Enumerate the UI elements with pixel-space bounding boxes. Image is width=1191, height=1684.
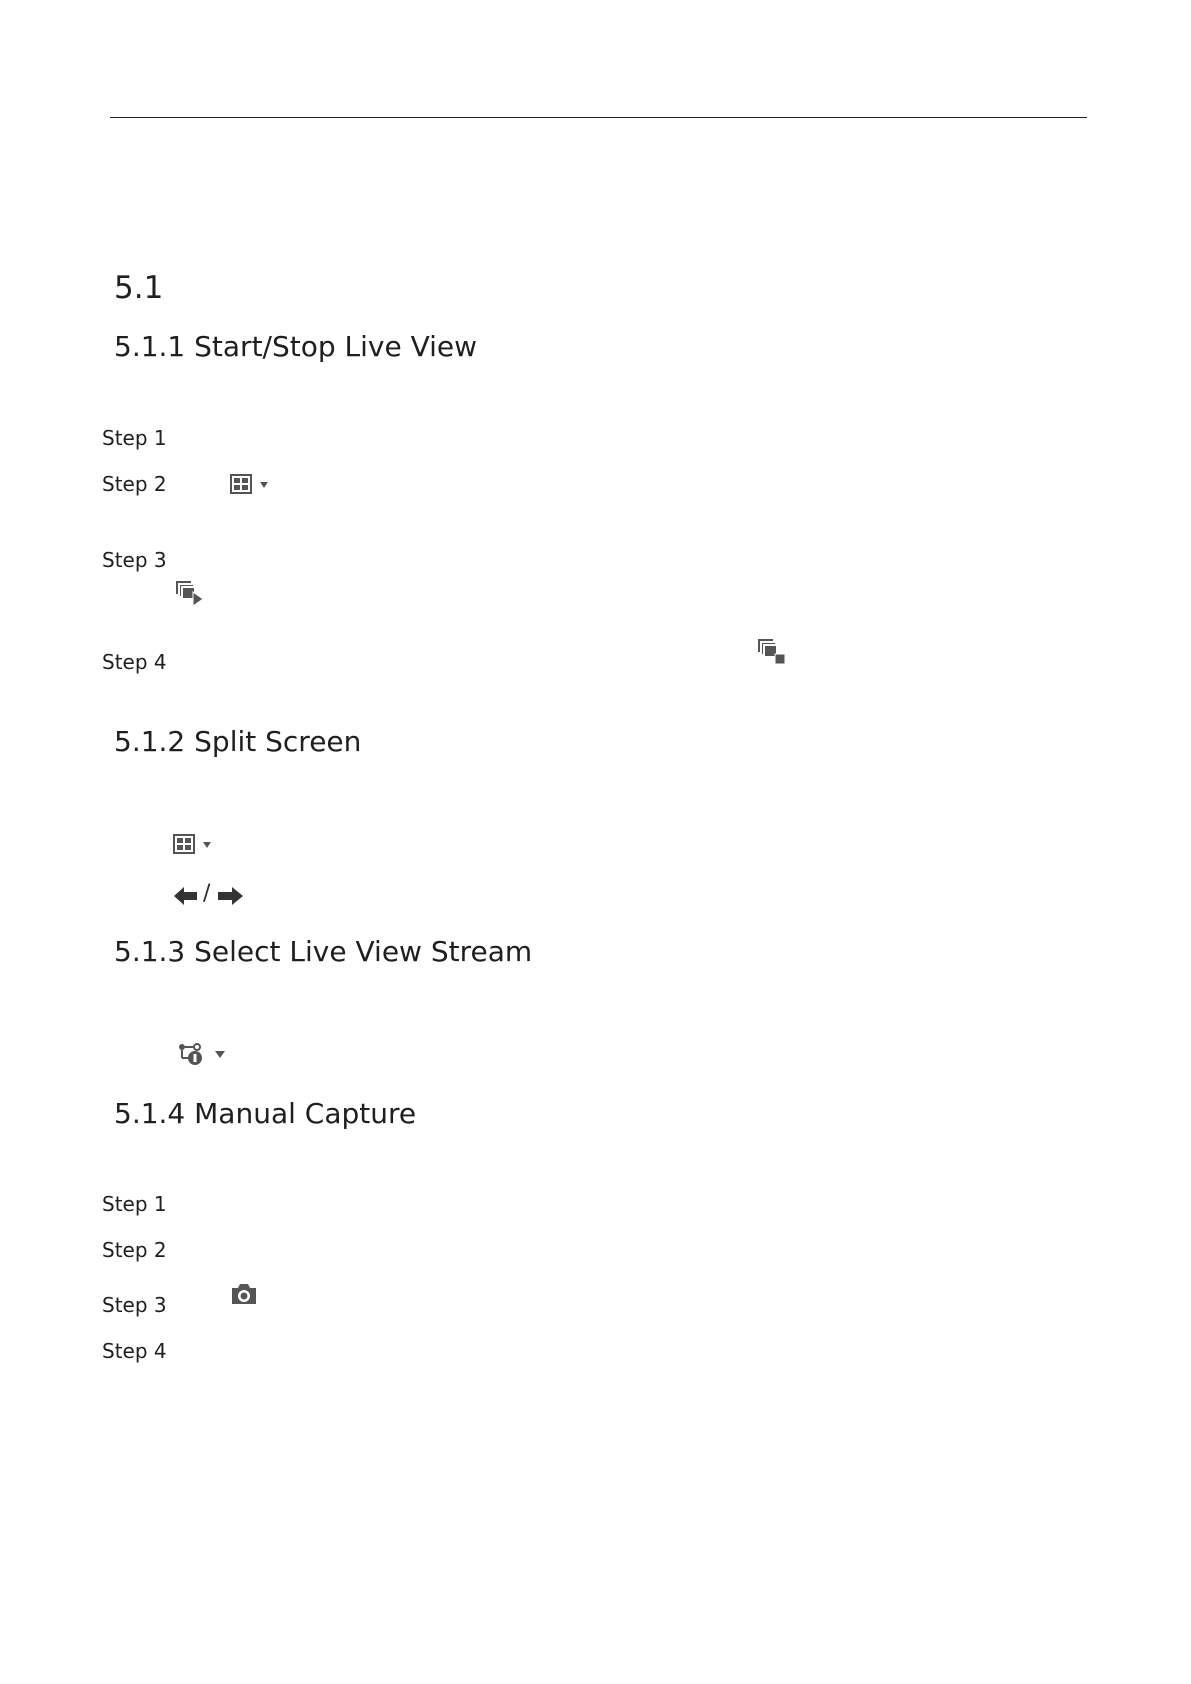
step-label: Step 2 — [102, 1238, 167, 1262]
start-all-live-view-icon[interactable] — [175, 580, 205, 608]
arrow-right-icon[interactable] — [217, 886, 243, 906]
step-label: Step 2 — [102, 472, 167, 496]
step-label: Step 1 — [102, 426, 167, 450]
page-nav-separator: / — [203, 881, 211, 906]
window-division-icon[interactable] — [173, 834, 195, 854]
chevron-down-icon[interactable] — [215, 1051, 225, 1058]
section-heading-start-stop-live-view: 5.1.1 Start/Stop Live View — [114, 330, 478, 363]
step-label: Step 3 — [102, 548, 167, 572]
camera-icon[interactable] — [230, 1282, 258, 1306]
stop-all-live-view-icon[interactable] — [757, 638, 787, 666]
chevron-down-icon[interactable] — [203, 842, 211, 848]
stream-select-icon[interactable] — [178, 1043, 204, 1067]
section-heading-select-live-view-stream: 5.1.3 Select Live View Stream — [114, 935, 533, 968]
section-heading-manual-capture: 5.1.4 Manual Capture — [114, 1097, 417, 1130]
step-label: Step 4 — [102, 1339, 167, 1363]
step-label: Step 3 — [102, 1293, 167, 1317]
chapter-heading: 5.1 — [114, 270, 164, 306]
section-heading-split-screen: 5.1.2 Split Screen — [114, 725, 362, 758]
step-label: Step 1 — [102, 1192, 167, 1216]
header-rule — [110, 117, 1087, 118]
arrow-left-icon[interactable] — [174, 886, 198, 906]
window-division-icon[interactable] — [230, 474, 252, 494]
step-label: Step 4 — [102, 650, 167, 674]
chevron-down-icon[interactable] — [260, 482, 268, 488]
